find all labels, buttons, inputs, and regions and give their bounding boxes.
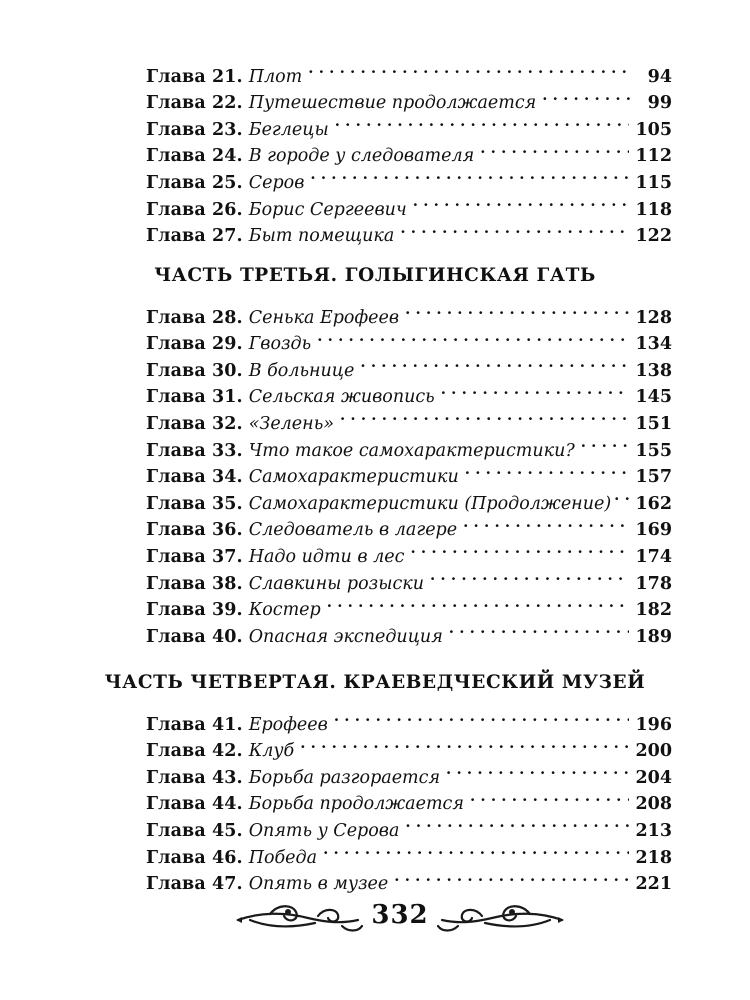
- chapter-label: Глава 46.: [146, 847, 243, 868]
- leader-dots: [449, 615, 630, 642]
- chapter-title: Самохарактеристики (Продолжение): [248, 493, 612, 514]
- chapter-label: Глава 24.: [146, 146, 243, 167]
- chapter-page: 122: [635, 226, 672, 247]
- chapter-page: 151: [635, 413, 672, 434]
- chapter-label: Глава 33.: [146, 440, 243, 461]
- chapter-page: 157: [635, 467, 672, 488]
- chapter-label: Глава 21.: [146, 66, 243, 87]
- chapter-title: Что такое самохарактеристики?: [248, 440, 575, 461]
- chapter-title: В больнице: [248, 360, 355, 381]
- chapter-label: Глава 22.: [146, 93, 243, 114]
- chapter-page: 118: [635, 199, 672, 220]
- chapter-label: Глава 42.: [146, 741, 243, 762]
- chapter-title: Плот: [248, 66, 303, 87]
- chapter-page: 200: [635, 741, 672, 762]
- chapter-title: В городе у следователя: [248, 146, 475, 167]
- chapter-page: 204: [635, 767, 672, 788]
- chapter-label: Глава 35.: [146, 493, 243, 514]
- chapter-label: Глава 34.: [146, 467, 243, 488]
- chapter-page: 208: [635, 794, 672, 815]
- chapter-page: 174: [635, 546, 672, 567]
- chapter-label: Глава 28.: [146, 307, 243, 328]
- chapter-page: 218: [635, 847, 672, 868]
- leader-dots: [327, 589, 630, 616]
- chapter-title: Гвоздь: [248, 334, 312, 355]
- chapter-label: Глава 29.: [146, 334, 243, 355]
- leader-dots: [323, 836, 629, 863]
- chapter-label: Глава 47.: [146, 874, 243, 895]
- chapter-title: «Зелень»: [248, 413, 334, 434]
- chapter-page: 145: [635, 387, 672, 408]
- chapter-label: Глава 41.: [146, 714, 243, 735]
- chapter-page: 189: [635, 626, 672, 647]
- leader-dots: [410, 535, 629, 562]
- chapter-title: Беглецы: [248, 119, 329, 140]
- toc-entry: [146, 296, 672, 328]
- leader-dots: [405, 296, 629, 323]
- chapter-title: Борьба продолжается: [248, 794, 464, 815]
- leader-dots: [542, 82, 632, 109]
- leader-dots: [446, 756, 629, 783]
- chapter-label: Глава 36.: [146, 520, 243, 541]
- chapter-title: Быт помещика: [248, 226, 395, 247]
- chapter-title: Борьба разгорается: [248, 767, 441, 788]
- chapter-page: 162: [635, 493, 672, 514]
- leader-dots: [413, 188, 630, 215]
- chapter-label: Глава 27.: [146, 226, 243, 247]
- chapter-label: Глава 31.: [146, 387, 243, 408]
- chapter-label: Глава 43.: [146, 767, 243, 788]
- chapter-page: 134: [635, 334, 672, 355]
- leader-dots: [308, 55, 632, 82]
- chapter-title: Клуб: [248, 741, 295, 762]
- page-footer: [230, 890, 570, 950]
- chapter-title: Опасная экспедиция: [248, 626, 443, 647]
- chapter-page: 99: [647, 93, 672, 114]
- chapter-title: Самохарактеристики: [248, 467, 459, 488]
- leader-dots: [614, 482, 632, 509]
- leader-dots: [480, 135, 629, 162]
- chapter-title: Победа: [248, 847, 318, 868]
- chapter-title: Борис Сергеевич: [248, 199, 407, 220]
- chapter-page: 182: [635, 600, 672, 621]
- chapter-title: Путешествие продолжается: [248, 93, 537, 114]
- chapter-label: Глава 23.: [146, 119, 243, 140]
- part-four-heading: ЧАСТЬ ЧЕТВЕРТАЯ. КРАЕВЕДЧЕСКИЙ МУЗЕЙ: [104, 672, 646, 693]
- leader-dots: [430, 562, 629, 589]
- leader-dots: [441, 376, 630, 403]
- chapter-page: 169: [635, 520, 672, 541]
- leader-dots: [394, 863, 629, 890]
- leader-dots: [300, 730, 629, 757]
- chapter-label: Глава 39.: [146, 600, 243, 621]
- chapter-label: Глава 30.: [146, 360, 243, 381]
- chapter-page: 196: [635, 714, 672, 735]
- chapter-label: Глава 45.: [146, 820, 243, 841]
- chapter-title: Следователь в лагере: [248, 520, 458, 541]
- chapter-title: Опять у Серова: [248, 820, 400, 841]
- leader-dots: [581, 429, 630, 456]
- toc-entry: [146, 703, 672, 735]
- leader-dots: [470, 783, 630, 810]
- chapter-page: 213: [635, 820, 672, 841]
- leader-dots: [465, 456, 630, 483]
- chapter-title: Серов: [248, 172, 305, 193]
- chapter-page: 221: [635, 874, 672, 895]
- leader-dots: [360, 349, 629, 376]
- leader-dots: [463, 509, 629, 536]
- chapter-label: Глава 44.: [146, 794, 243, 815]
- toc-section-part-four: [146, 703, 672, 895]
- chapter-page: 112: [635, 146, 672, 167]
- leader-dots: [334, 703, 630, 730]
- toc-section-part-two-continued: [146, 55, 672, 247]
- chapter-label: Глава 40.: [146, 626, 243, 647]
- leader-dots: [400, 215, 629, 242]
- chapter-title: Сельская живопись: [248, 387, 435, 408]
- chapter-page: 94: [647, 66, 672, 87]
- chapter-page: 178: [635, 573, 672, 594]
- chapter-title: Костер: [248, 600, 321, 621]
- chapter-label: Глава 38.: [146, 573, 243, 594]
- chapter-page: 155: [635, 440, 672, 461]
- chapter-title: Опять в музее: [248, 874, 389, 895]
- chapter-page: 105: [635, 119, 672, 140]
- toc-section-part-three: [146, 296, 672, 647]
- chapter-label: Глава 32.: [146, 413, 243, 434]
- chapter-page: 115: [635, 172, 672, 193]
- chapter-title: Славкины розыски: [248, 573, 424, 594]
- chapter-label: Глава 25.: [146, 172, 243, 193]
- chapter-title: Надо идти в лес: [248, 546, 405, 567]
- leader-dots: [405, 809, 629, 836]
- leader-dots: [335, 108, 630, 135]
- chapter-page: 138: [635, 360, 672, 381]
- toc-entry: [146, 55, 672, 87]
- part-three-heading: ЧАСТЬ ТРЕТЬЯ. ГОЛЫГИНСКАЯ ГАТЬ: [154, 265, 596, 286]
- chapter-label: Глава 26.: [146, 199, 243, 220]
- chapter-title: Ерофеев: [248, 714, 328, 735]
- chapter-label: Глава 37.: [146, 546, 243, 567]
- chapter-page: 128: [635, 307, 672, 328]
- leader-dots: [317, 323, 629, 350]
- chapter-title: Сенька Ерофеев: [248, 307, 400, 328]
- leader-dots: [340, 402, 630, 429]
- leader-dots: [310, 161, 629, 188]
- page-number: 332: [371, 900, 429, 930]
